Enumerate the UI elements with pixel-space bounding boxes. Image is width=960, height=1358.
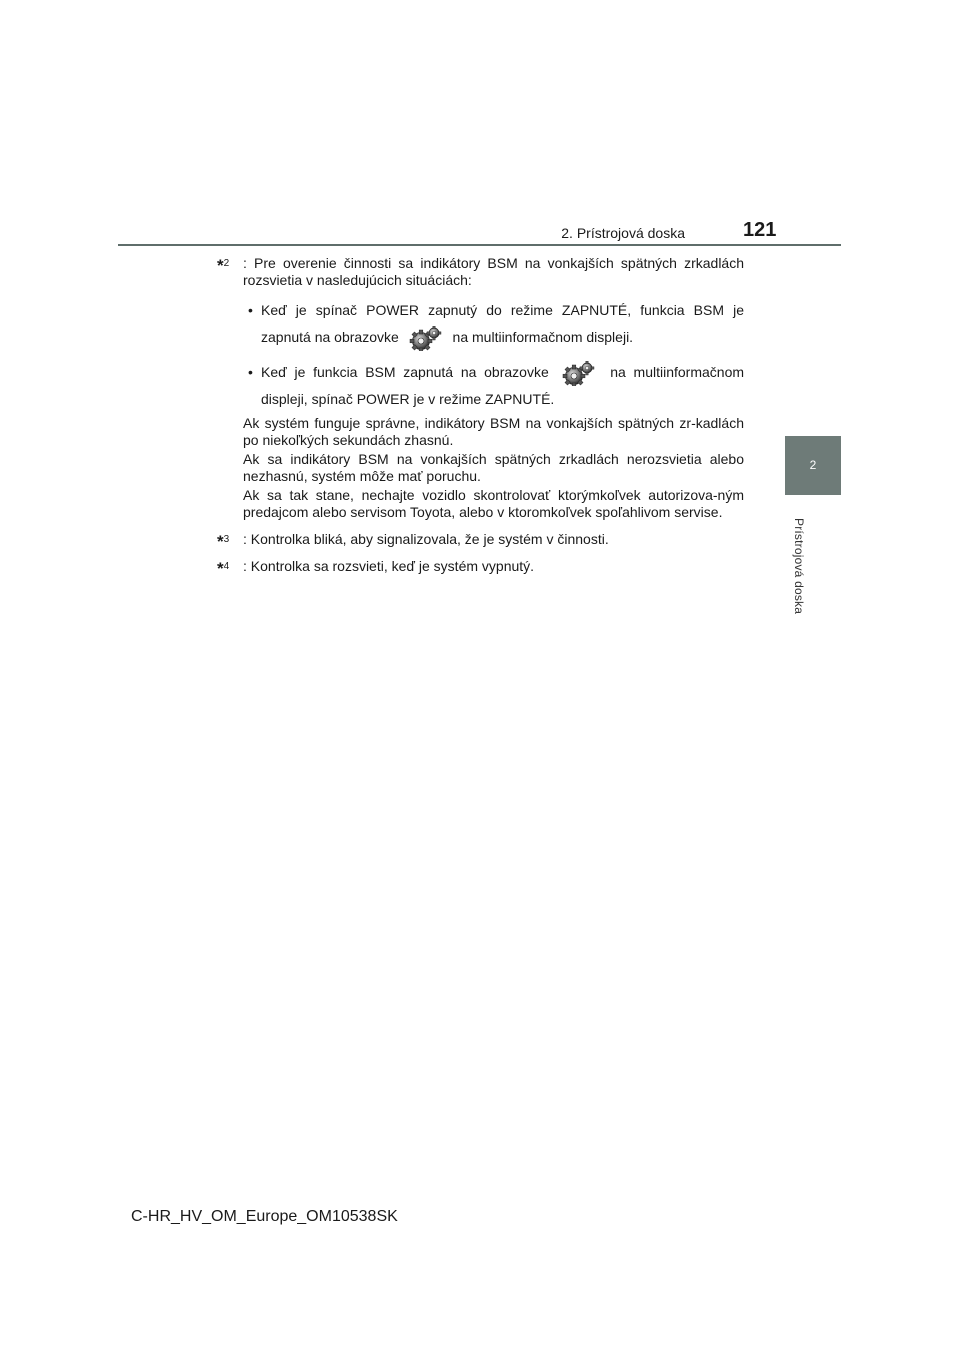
- note-4-text: : Kontrolka sa rozsvieti, keď je systém vypnutý.: [243, 558, 535, 574]
- note-marker: *$^3$: [217, 532, 230, 551]
- bullet-1-text-end: na multiinformačnom displeji.: [452, 329, 634, 345]
- note-2-text: : Pre overenie činnosti sa indikátory BSM na vonkajších spätných zrkadlách rozsvietia v nasledujúcich situáciách:: [243, 255, 744, 288]
- note-2-paragraph-3: Ak sa tak stane, nechajte vozidlo skontrolovať ktorýmkoľvek autorizova-ným predajcom alebo servisom Toyota, alebo v ktoromkoľvek spoľahlivom servise.: [243, 487, 744, 520]
- note-2-paragraph-1: Ak systém funguje správne, indikátory BSM na vonkajších spätných zr-kadlách po niekoľkých sekundách zhasnú.: [243, 415, 744, 448]
- bullet-2-text-end: na multiinformačnom displeji, spínač POWER je v režime ZAPNUTÉ.: [261, 364, 745, 407]
- note-3: [217, 531, 744, 551]
- bullet-2-text-start: Keď je funkcia BSM zapnutá na obrazovke: [261, 364, 549, 380]
- note-2-paragraph-2: Ak sa indikátory BSM na vonkajších spätných zrkadlách nerozsvietia alebo nezhasnú, systém môže mať poruchu.: [243, 451, 744, 484]
- chapter-tab: 2: [785, 436, 841, 495]
- notes-content: [217, 255, 745, 578]
- note-2: [217, 255, 744, 521]
- note-marker: *$^2$: [217, 256, 230, 275]
- bullet-dot: •: [248, 364, 253, 380]
- settings-gears-icon: [562, 361, 596, 386]
- bullet-1-text-start: Keď je spínač POWER zapnutý do režime ZAPNUTÉ, funkcia BSM je zapnutá na obrazovke: [261, 302, 744, 345]
- document-code: C-HR_HV_OM_Europe_OM10538SK: [131, 1208, 398, 1225]
- section-title: 2. Prístrojová doska: [561, 225, 685, 241]
- header-rule: [118, 244, 841, 246]
- bullet-dot: •: [248, 302, 253, 318]
- page-number: 121: [743, 219, 777, 241]
- note-marker: *$^4$: [217, 559, 230, 578]
- note-3-text: : Kontrolka bliká, aby signalizovala, že je systém v činnosti.: [243, 531, 609, 547]
- settings-gears-icon: [409, 326, 443, 351]
- chapter-side-label: Prístrojová doska: [792, 518, 806, 615]
- list-item: [243, 297, 744, 351]
- list-item: [243, 359, 744, 413]
- note-4: [217, 558, 744, 578]
